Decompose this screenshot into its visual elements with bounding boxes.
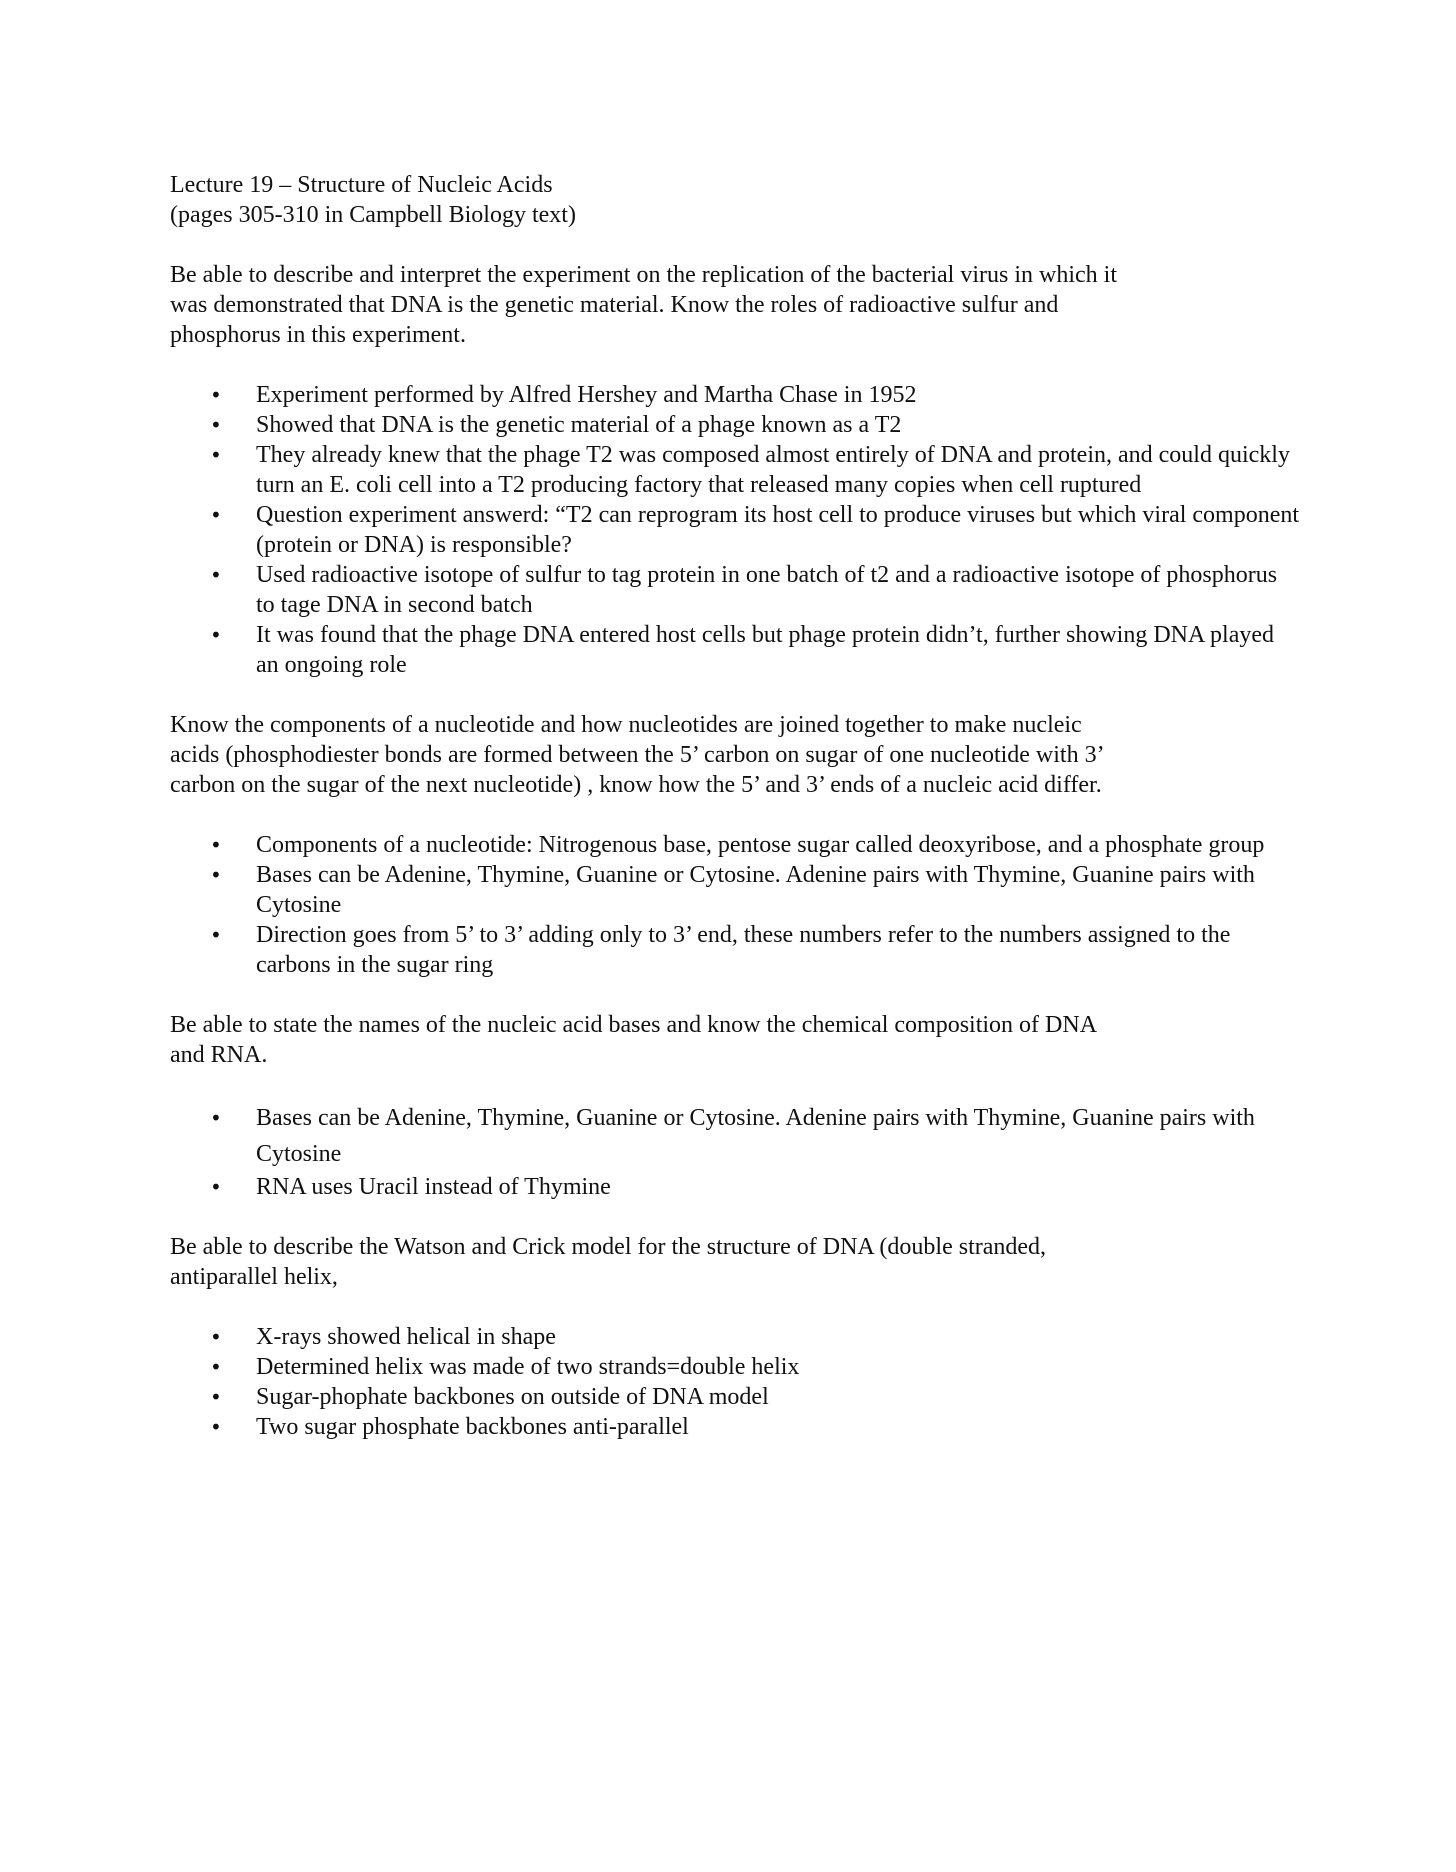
- bullet-list-hershey-chase: [170, 380, 1300, 680]
- list-item: • Bases can be Adenine, Thymine, Guanine or Cytosine. Adenine pairs with Thymine, Guanine pairs with Cytosine: [256, 1100, 1300, 1172]
- list-item: • X-rays showed helical in shape: [256, 1322, 1300, 1352]
- section-prompt-bases-composition: Be able to state the names of the nucleic acid bases and know the chemical composition of DNA and RNA.: [170, 1012, 1096, 1068]
- list-item: • Used radioactive isotope of sulfur to tag protein in one batch of t2 and a radioactive isotope of phosphorus to tage DNA in second batch: [256, 560, 1300, 620]
- list-item: • Bases can be Adenine, Thymine, Guanine or Cytosine. Adenine pairs with Thymine, Guanine pairs with Cytosine: [256, 860, 1300, 920]
- list-item: • Question experiment answerd: “T2 can reprogram its host cell to produce viruses but which viral component (protein or DNA) is responsible?: [256, 500, 1300, 560]
- list-item: • It was found that the phage DNA entered host cells but phage protein didn’t, further showing DNA played an ongoing role: [256, 620, 1300, 680]
- list-item: • RNA uses Uracil instead of Thymine: [256, 1172, 1300, 1202]
- bullet-list-watson-crick: [170, 1322, 1300, 1442]
- list-item: • Components of a nucleotide: Nitrogenous base, pentose sugar called deoxyribose, and a phosphate group: [256, 830, 1300, 860]
- list-item: • Direction goes from 5’ to 3’ adding only to 3’ end, these numbers refer to the numbers assigned to the carbons in the sugar ring: [256, 920, 1300, 980]
- lecture-pages-reference: (pages 305-310 in Campbell Biology text): [170, 202, 576, 228]
- document-page: [170, 170, 1300, 1472]
- lecture-title: Lecture 19 – Structure of Nucleic Acids: [170, 172, 553, 198]
- section-prompt-hershey-chase: Be able to describe and interpret the experiment on the replication of the bacterial virus in which it was demonstrated that DNA is the genetic material. Know the roles of radioactive sulfur and phosphorus in this experiment.: [170, 262, 1117, 348]
- list-item: • They already knew that the phage T2 was composed almost entirely of DNA and protein, and could quickly turn an E. coli cell into a T2 producing factory that released many copies when cell ruptured: [256, 440, 1300, 500]
- lecture-header: [170, 170, 1300, 230]
- section-prompt-watson-crick: Be able to describe the Watson and Crick model for the structure of DNA (double stranded, antiparallel helix,: [170, 1234, 1047, 1290]
- list-item: • Two sugar phosphate backbones anti-parallel: [256, 1412, 1300, 1442]
- section-prompt-nucleotide-components: Know the components of a nucleotide and how nucleotides are joined together to make nucleic acids (phosphodiester bonds are formed between the 5’ carbon on sugar of one nucleotide with 3’ carbon on the sugar of the next nucleotide) , know how the 5’ and 3’ ends of a nucleic acid differ.: [170, 712, 1103, 798]
- list-item: • Showed that DNA is the genetic material of a phage known as a T2: [256, 410, 1300, 440]
- bullet-list-nucleotide-components: [170, 830, 1300, 980]
- bullet-list-bases-composition: [170, 1100, 1300, 1202]
- list-item: • Experiment performed by Alfred Hershey and Martha Chase in 1952: [256, 380, 1300, 410]
- list-item: • Determined helix was made of two strands=double helix: [256, 1352, 1300, 1382]
- list-item: • Sugar-phophate backbones on outside of DNA model: [256, 1382, 1300, 1412]
